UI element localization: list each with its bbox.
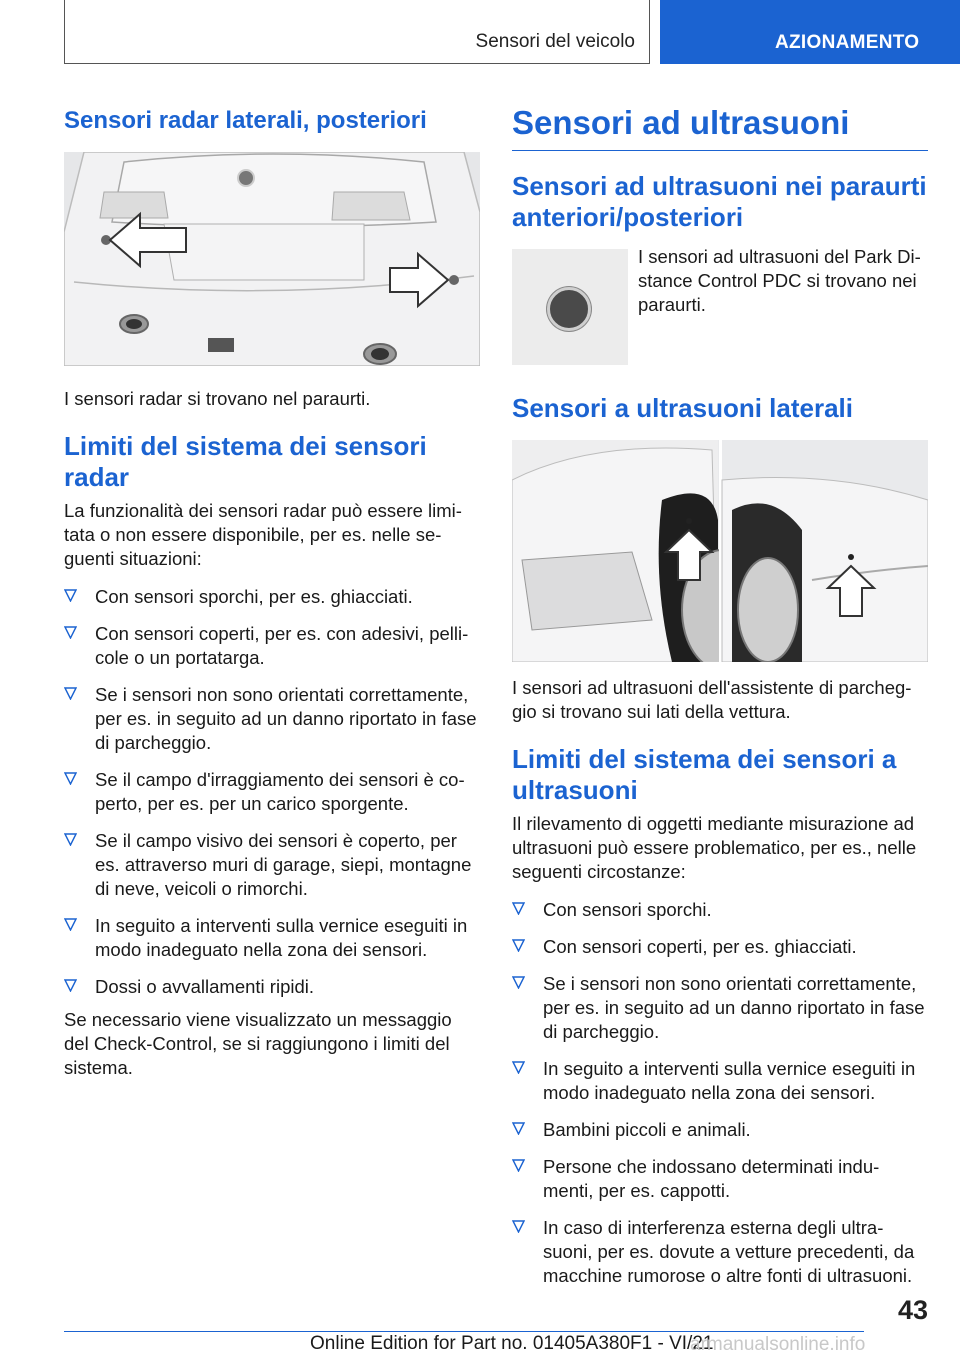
list-item: In caso di interferenza esterna degli ultra-suoni, per es. dovute a vetture precedenti, da macchine rumorose o altre fonti di ultrasuoni. xyxy=(512,1216,928,1288)
left-column xyxy=(64,100,480,1080)
bullet-triangle-icon xyxy=(64,589,77,602)
footer-divider xyxy=(64,1331,864,1332)
lateral-caption: I sensori ad ultrasuoni dell'assistente di parcheg-gio si trovano sui lati della vettura. xyxy=(512,677,912,722)
ultrasonic-main-heading: Sensori ad ultrasuoni xyxy=(512,102,928,151)
footer-edition: Online Edition for Part no. 01405A380F1 - VI/21 xyxy=(310,1333,714,1354)
ultrasonic-limits-intro: Il rilevamento di oggetti mediante misurazione ad ultrasuoni può essere problematico, per es., nelle seguenti circostanze: xyxy=(512,813,917,882)
list-item: Se il campo d'irraggiamento dei sensori è co-perto, per es. per un carico sporgente. xyxy=(64,768,480,816)
radar-sensors-heading: Sensori radar laterali, posteriori xyxy=(64,107,427,134)
bullet-triangle-icon xyxy=(64,833,77,846)
radar-limits-heading: Limiti del sistema dei sensori radar xyxy=(64,431,427,492)
header-section-box xyxy=(64,0,650,64)
bullet-triangle-icon xyxy=(512,976,525,989)
bullet-triangle-icon xyxy=(64,979,77,992)
list-item: Bambini piccoli e animali. xyxy=(512,1118,928,1142)
bullet-triangle-icon xyxy=(64,687,77,700)
footer-watermark: armanualsonline.info xyxy=(690,1334,866,1355)
radar-caption: I sensori radar si trovano nel paraurti. xyxy=(64,388,371,409)
ultrasonic-sensor-image xyxy=(512,249,628,365)
bullet-triangle-icon xyxy=(512,939,525,952)
list-item: Se il campo visivo dei sensori è coperto, per es. attraverso muri di garage, siepi, montagne di neve, veicoli o rimorchi. xyxy=(64,829,480,901)
page-number: 43 xyxy=(897,1295,928,1325)
bullet-triangle-icon xyxy=(512,1122,525,1135)
list-item: Persone che indossano determinati indu-menti, per es. cappotti. xyxy=(512,1155,928,1203)
bullet-triangle-icon xyxy=(512,1159,525,1172)
radar-limits-list xyxy=(64,585,480,999)
bumper-sensor-block xyxy=(512,249,928,365)
bumper-ultrasonic-heading: Sensori ad ultrasuoni nei paraurti anteriori/posteriori xyxy=(512,171,927,232)
list-item: Con sensori coperti, per es. con adesivi, pelli-cole o un portatarga. xyxy=(64,622,480,670)
radar-limits-outro: Se necessario viene visualizzato un messaggio del Check-Control, se si raggiungono i limiti del sistema. xyxy=(64,1009,452,1078)
lateral-sensors-image xyxy=(512,440,928,662)
ultrasonic-limits-heading: Limiti del sistema dei sensori a ultrasuoni xyxy=(512,744,897,805)
list-item: Con sensori sporchi, per es. ghiacciati. xyxy=(64,585,480,609)
bullet-triangle-icon xyxy=(64,918,77,931)
ultrasonic-limits-list xyxy=(512,898,928,1288)
lateral-ultrasonic-heading: Sensori a ultrasuoni laterali xyxy=(512,393,853,423)
bullet-triangle-icon xyxy=(512,1061,525,1074)
list-item: In seguito a interventi sulla vernice eseguiti in modo inadeguato nella zona dei sensori. xyxy=(512,1057,928,1105)
bumper-ultrasonic-text: I sensori ad ultrasuoni del Park Di-stance Control PDC si trovano nei paraurti. xyxy=(638,249,921,315)
list-item: In seguito a interventi sulla vernice eseguiti in modo inadeguato nella zona dei sensori. xyxy=(64,914,480,962)
list-item: Dossi o avvallamenti ripidi. xyxy=(64,975,480,999)
sensor-dot-icon xyxy=(547,287,591,331)
bullet-triangle-icon xyxy=(512,1220,525,1233)
list-item: Con sensori coperti, per es. ghiacciati. xyxy=(512,935,928,959)
header-chapter-tab[interactable] xyxy=(660,0,960,64)
list-item: Con sensori sporchi. xyxy=(512,898,928,922)
right-column xyxy=(512,100,928,1301)
header-section-title: Sensori del veicolo xyxy=(475,31,635,52)
header-chapter-label: AZIONAMENTO xyxy=(775,32,920,53)
bullet-triangle-icon xyxy=(64,626,77,639)
list-item: Se i sensori non sono orientati correttamente, per es. in seguito ad un danno riportato in fase di parcheggio. xyxy=(64,683,480,755)
bullet-triangle-icon xyxy=(512,902,525,915)
radar-limits-intro: La funzionalità dei sensori radar può essere limi-tata o non essere disponibile, per es. nelle se-guenti situazioni: xyxy=(64,500,462,569)
rear-bumper-radar-image xyxy=(64,152,480,366)
bullet-triangle-icon xyxy=(64,772,77,785)
list-item: Se i sensori non sono orientati correttamente, per es. in seguito ad un danno riportato in fase di parcheggio. xyxy=(512,972,928,1044)
